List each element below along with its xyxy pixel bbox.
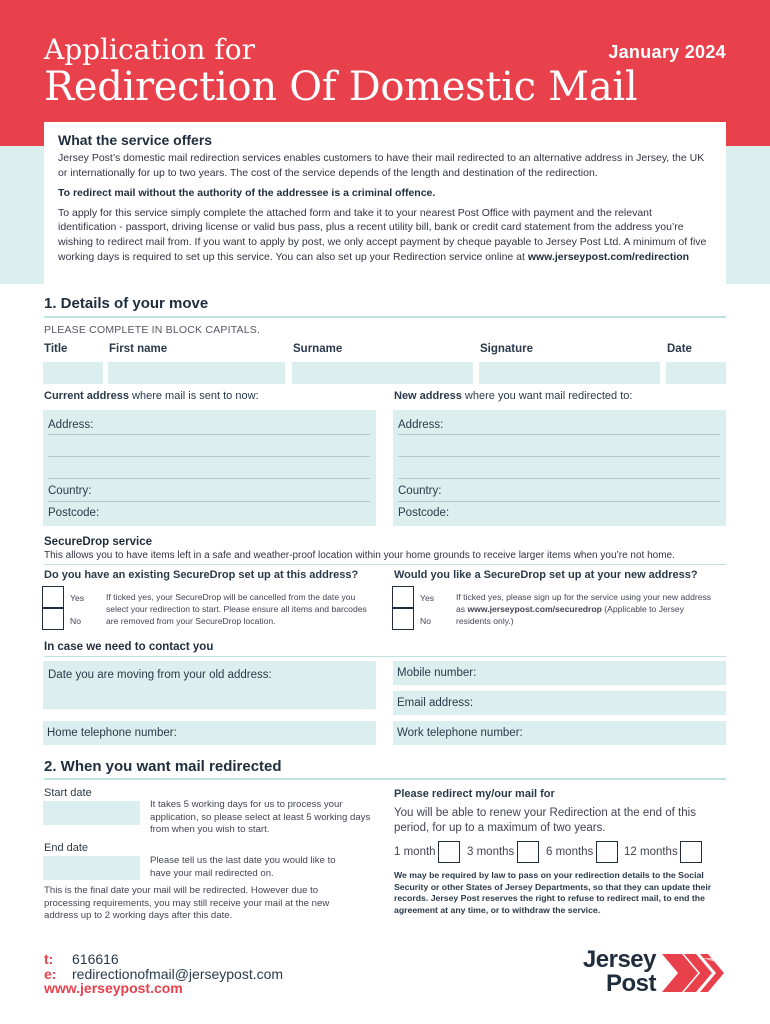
redirection-link[interactable]: www.jerseypost.com/redirection xyxy=(527,250,690,263)
section1-rule xyxy=(44,316,726,318)
current-address-line-1 xyxy=(48,434,370,435)
service-paragraph: Jersey Post’s domestic mail redirection services enables customers to have their mail redirected to an alternative address in Jersey, the UK or internationally for up to two years. The cost of the service depends of the length and destination of the redirection. xyxy=(58,152,705,179)
renew-note: You will be able to renew your Redirection at the end of this period, for up to a maximum of two years. xyxy=(394,807,696,834)
securedrop-existing-question: Do you have an existing SecureDrop set up at this address? xyxy=(44,569,359,581)
signature-input[interactable] xyxy=(479,362,660,384)
securedrop-rule xyxy=(44,564,726,565)
current-address-label: Address: xyxy=(48,419,94,431)
existing-yes-label: Yes xyxy=(70,593,85,603)
new-address-desc: where you want mail redirected to: xyxy=(461,390,633,402)
page-pretitle: Application for xyxy=(44,33,255,66)
current-address-desc: where mail is sent to now: xyxy=(128,390,259,402)
jersey-post-logo xyxy=(572,948,656,996)
col-date: Date xyxy=(667,343,692,355)
new-postcode-label: Postcode: xyxy=(398,507,450,519)
securedrop-desc: This allows you to have items left in a safe and weather-proof location within your home grounds to receive larger items when you’re not home. xyxy=(44,550,675,561)
option-1-month-checkbox[interactable] xyxy=(438,841,460,863)
footer-website-link[interactable]: www.jerseypost.com xyxy=(44,980,183,996)
option-6-months-checkbox[interactable] xyxy=(596,841,618,863)
current-country-label: Country: xyxy=(48,485,92,497)
option-3-months-checkbox[interactable] xyxy=(517,841,539,863)
col-signature: Signature xyxy=(480,343,534,355)
current-address-bold: Current address xyxy=(44,390,129,402)
issue-date: January 2024 xyxy=(608,42,726,62)
option-6-months-label: 6 months xyxy=(546,846,594,858)
option-12-months-label: 12 months xyxy=(624,846,678,858)
end-date-input[interactable] xyxy=(43,856,140,880)
new-country-line xyxy=(398,501,720,502)
new-address-label: Address: xyxy=(398,419,444,431)
legal-note: We may be required by law to pass on your redirection details to the Social Security or other States of Jersey Departments, so that they can update their records. Jersey Post reserves the right to refuse to redirect mail, to end the agreement at any time, or to withdraw the service. xyxy=(394,870,712,915)
end-date-label: End date xyxy=(44,842,89,854)
col-first-name: First name xyxy=(109,343,168,355)
current-address-line-3 xyxy=(48,478,370,479)
existing-yes-checkbox[interactable] xyxy=(42,586,64,608)
criminal-warning: To redirect mail without the authority of the addressee is a criminal offence. xyxy=(58,187,436,200)
contact-title: In case we need to contact you xyxy=(44,641,214,653)
home-tel-label: Home telephone number: xyxy=(47,727,177,739)
new-note xyxy=(456,591,716,627)
existing-note: If ticked yes, your SecureDrop will be cancelled from the date you select your redirection to start. Please ensure all items and barcodes are removed from your SecureDrop location. xyxy=(106,592,367,626)
section2-rule xyxy=(44,778,726,780)
current-address-line-2 xyxy=(48,456,370,457)
new-note-text: If ticked yes, please sign up for the service using your new address as xyxy=(456,592,712,614)
current-postcode-label: Postcode: xyxy=(48,507,100,519)
surname-input[interactable] xyxy=(292,362,473,384)
securedrop-link[interactable]: www.jerseypost.com/securedrop xyxy=(467,604,602,614)
existing-no-checkbox[interactable] xyxy=(42,608,64,630)
option-3-months-label: 3 months xyxy=(467,846,515,858)
service-instructions xyxy=(58,206,712,264)
new-address-heading xyxy=(394,390,632,402)
logo-line-post: Post xyxy=(605,970,656,997)
title-input[interactable] xyxy=(43,362,103,384)
end-date-note: Please tell us the last date you would like to have your mail redirected on. xyxy=(150,855,336,879)
footer-phone xyxy=(44,951,119,967)
start-date-label: Start date xyxy=(44,787,92,799)
new-yes-checkbox[interactable] xyxy=(392,586,414,608)
section2-title: 2. When you want mail redirected xyxy=(44,758,282,775)
mobile-label: Mobile number: xyxy=(397,667,477,679)
option-1-month-label: 1 month xyxy=(394,846,436,858)
current-address-heading xyxy=(44,390,259,402)
current-country-line xyxy=(48,501,370,502)
option-12-months-checkbox[interactable] xyxy=(680,841,702,863)
new-yes-label: Yes xyxy=(420,593,435,603)
existing-no-label: No xyxy=(70,616,81,626)
securedrop-new-question: Would you like a SecureDrop set up at your new address? xyxy=(394,569,698,581)
work-tel-label: Work telephone number: xyxy=(397,727,523,739)
start-date-note: It takes 5 working days for us to process your application, so please select at least 5 working days from when you wish to start. xyxy=(150,799,371,835)
date-input[interactable] xyxy=(666,362,726,384)
new-address-line-3 xyxy=(398,478,720,479)
phone-key: t: xyxy=(44,951,54,967)
page-title: Redirection Of Domestic Mail xyxy=(44,64,638,110)
section1-title: 1. Details of your move xyxy=(44,295,209,312)
email-value[interactable]: redirectionofmail@jerseypost.com xyxy=(72,966,284,982)
email-label: Email address: xyxy=(397,697,474,709)
redirect-period-title: Please redirect my/our mail for xyxy=(394,788,555,800)
new-country-label: Country: xyxy=(398,485,442,497)
new-address-line-2 xyxy=(398,456,720,457)
new-no-label: No xyxy=(420,616,431,626)
final-date-note: This is the final date your mail will be redirected. However due to processing requirements, you may still receive your mail at the new address up to 2 working days after this date. xyxy=(44,885,330,921)
service-heading: What the service offers xyxy=(58,132,213,148)
new-no-checkbox[interactable] xyxy=(392,608,414,630)
col-title: Title xyxy=(44,343,68,355)
block-capitals-note: PLEASE COMPLETE IN BLOCK CAPITALS. xyxy=(44,324,261,336)
email-key: e: xyxy=(44,966,57,982)
new-address-line-1 xyxy=(398,434,720,435)
instructions-text: To apply for this service simply complete the attached form and take it to your nearest Post Office with payment and the relevant identification - passport, driving license or valid bus pass, plus a recent utility bill, bank or credit card statement from the address you’re wishing to redirect mail from. If you want to apply by post, we only accept payment by cheque payable to Jersey Post Ltd. A minimum of five working days is required to set up this service. You can also set up your Redirection service online at xyxy=(58,206,707,263)
service-info-card xyxy=(44,122,726,284)
start-date-input[interactable] xyxy=(43,801,140,825)
jersey-post-chevron-icon xyxy=(660,950,728,996)
contact-rule xyxy=(44,656,726,657)
securedrop-title: SecureDrop service xyxy=(44,536,153,548)
new-note-applicable: (Applicable to Jersey residents only.) xyxy=(456,604,685,626)
new-address-bold: New address xyxy=(394,390,462,402)
moving-date-label: Date you are moving from your old address: xyxy=(48,669,272,681)
phone-value[interactable]: 616616 xyxy=(72,951,119,967)
col-surname: Surname xyxy=(293,343,343,355)
first-name-input[interactable] xyxy=(108,362,285,384)
logo-line-jersey: Jersey xyxy=(582,946,656,973)
